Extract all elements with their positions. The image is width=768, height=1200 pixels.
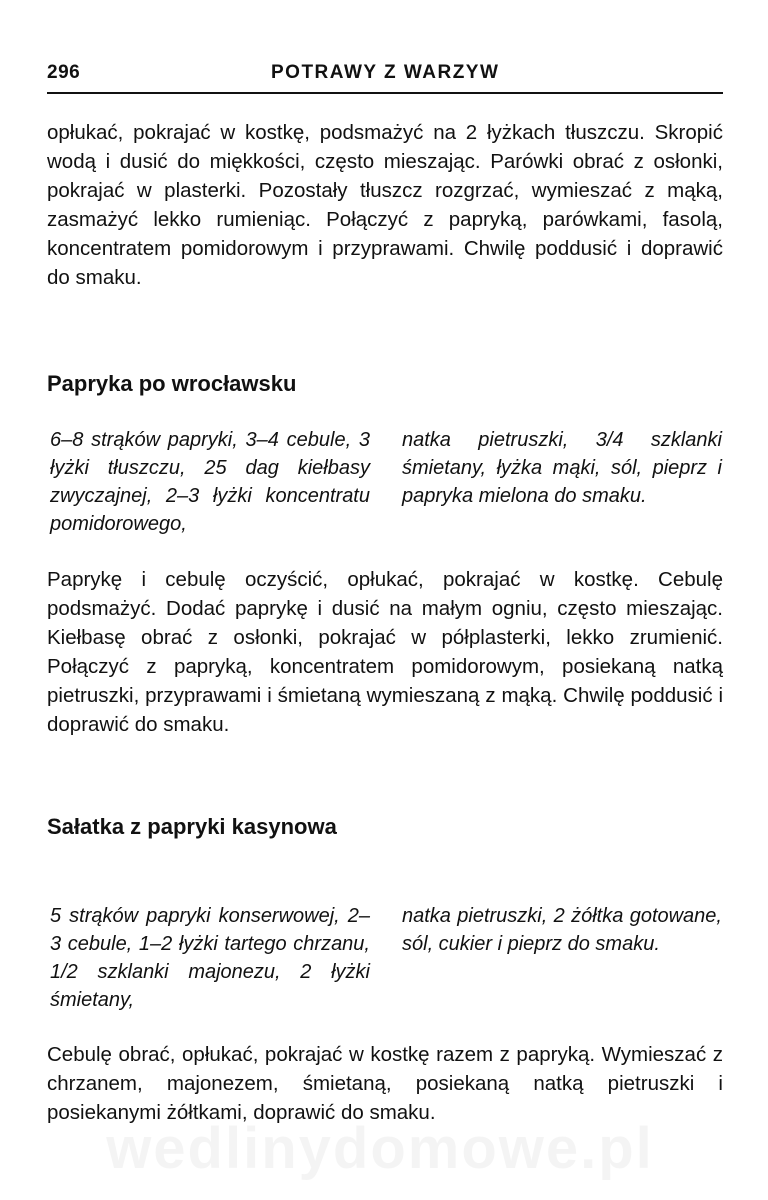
recipe-method: Paprykę i cebulę oczyścić, opłukać, pokrajać w kostkę. Cebulę podsmażyć. Dodać paprykę i dusić na małym ogniu, często mieszając. Kiełbasę obrać z osłonki, pokrajać w półplasterki, lekko zrumienić. Połączyć z papryką, koncentratem pomidorowym, posiekaną natką pietruszki, przyprawami i śmietaną wymieszaną z mąką. Chwilę poddusić i doprawić do smaku. — [47, 568, 723, 736]
intro-paragraph: opłukać, pokrajać w kostkę, podsmażyć na 2 łyżkach tłuszczu. Skropić wodą i dusić do miękkości, często mieszając. Parówki obrać z osłonki, pokrajać w plasterki. Pozostały tłuszcz rozgrzać, wymieszać z mąką, zasmażyć lekko rumieniąc. Połączyć z papryką, parówkami, fasolą, koncentratem pomidorowym i przyprawami. Chwilę poddusić i doprawić do smaku. — [47, 121, 723, 289]
page-header — [47, 62, 723, 94]
ingredients-right-column: natka pietruszki, 2 żółtka gotowane, sól, cukier i pieprz do smaku. — [402, 905, 722, 955]
recipe-title-papryka-po-wroclawsku: Papryka po wrocławsku — [47, 371, 297, 396]
ingredients-left-column: 6–8 strąków papryki, 3–4 cebule, 3 łyżki tłuszczu, 25 dag kiełbasy zwyczajnej, 2–3 łyżki koncentratu pomidorowego, — [50, 429, 370, 535]
recipe-method: Cebulę obrać, opłukać, pokrajać w kostkę razem z papryką. Wymieszać z chrzanem, majonezem, śmietaną, posiekaną natką pietruszki i posiekanymi żółtkami, doprawić do smaku. — [47, 1043, 723, 1124]
recipe-title-salatka-z-papryki-kasynowa: Sałatka z papryki kasynowa — [47, 814, 337, 839]
running-head: POTRAWY Z WARZYW — [271, 62, 500, 83]
ingredients-list — [50, 902, 722, 1014]
ingredients-list — [50, 426, 722, 538]
ingredients-right-column: natka pietruszki, 3/4 szklanki śmietany, łyżka mąki, sól, pieprz i papryka mielona do smaku. — [402, 429, 722, 507]
page-number: 296 — [47, 62, 81, 83]
ingredients-left-column: 5 strąków papryki konserwowej, 2–3 cebule, 1–2 łyżki tartego chrzanu, 1/2 szklanki majonezu, 2 łyżki śmietany, — [50, 905, 370, 1011]
